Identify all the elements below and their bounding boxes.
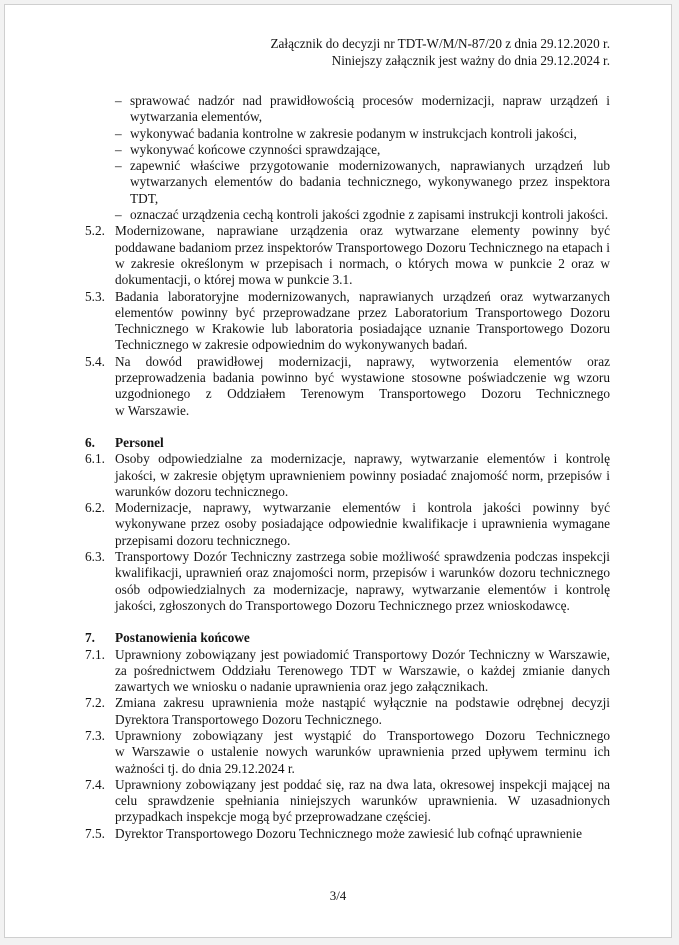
- item-text: Transportowy Dozór Techniczny zastrzega sobie możliwość sprawdzenia podczas inspekcji kwalifikacji, uprawnień oraz znajomości norm, przepisów i warunków dozoru technicznego osób odpowiedzialnych za modernizacje, naprawy, wytwarzanie elementów i kontrolę jakości, zgłoszonych do Transportowego Dozoru Technicznego przez wnioskodawcę.: [115, 549, 610, 613]
- bullet-text: zapewnić właściwe przygotowanie modernizowanych, naprawianych urządzeń lub wytwarzanych elementów do badania technicznego, wykonywanego przez inspektora TDT,: [130, 158, 610, 206]
- item-number: 6.2.: [85, 500, 105, 516]
- numbered-item: [85, 826, 610, 842]
- attachment-validity-line: Niniejszy załącznik jest ważny do dnia 29.12.2024 r.: [331, 53, 610, 68]
- bullet-text: oznaczać urządzenia cechą kontroli jakości zgodnie z zapisami instrukcji kontroli jakości.: [130, 207, 609, 223]
- item-text: Uprawniony zobowiązany jest powiadomić Transportowy Dozór Techniczny w Warszawie, za pośrednictwem Oddziału Terenowego TDT w Warszawie, o każdej zmianie danych zawartych we wniosku o nadanie uprawnienia oraz jego załącznikach.: [115, 646, 610, 695]
- numbered-item: [85, 500, 610, 549]
- item-number: 7.4.: [85, 776, 105, 792]
- numbered-item: [85, 647, 610, 696]
- bullet-dash-icon: –: [115, 93, 122, 108]
- numbered-item: [85, 354, 610, 419]
- numbered-item: [85, 223, 610, 288]
- item-number: 7.3.: [85, 727, 105, 743]
- page-number: 3/4: [329, 888, 347, 903]
- section-number: 6.: [85, 434, 95, 450]
- attachment-decision-line: Załącznik do decyzji nr TDT-W/M/N-87/20 z dnia 29.12.2020 r.: [270, 36, 610, 51]
- section-number: 7.: [85, 630, 95, 646]
- section-title: Personel: [115, 434, 164, 450]
- item-text: Na dowód prawidłowej modernizacji, naprawy, wytworzenia elementów oraz przeprowadzenia badania powinno być wystawione stosowne poświadczenie wg wzoru uzgodnionego z Oddziałem Terenowym Transportowego Dozoru Technicznego w Warszawie.: [115, 353, 610, 418]
- document-header: [5, 35, 671, 69]
- bullet-dash-icon: –: [115, 207, 122, 223]
- numbered-item: [85, 451, 610, 500]
- item-text: Zmiana zakresu uprawnienia może nastąpić wyłącznie na podstawie odrębnej decyzji Dyrektora Transportowego Dozoru Technicznego.: [115, 695, 610, 727]
- bullet-dash-icon: –: [115, 125, 122, 141]
- bullet-item: [85, 126, 610, 142]
- bullet-text: wykonywać badania kontrolne w zakresie podanym w instrukcjach kontroli jakości,: [130, 125, 577, 141]
- item-text: Osoby odpowiedzialne za modernizacje, naprawy, wytwarzanie elementów i kontrolę jakości, w zakresie objętym uprawnieniem powinny posiadać znajomość norm, przepisów i warunków dozoru technicznego.: [115, 451, 610, 499]
- numbered-item: [85, 695, 610, 728]
- section-title: Postanowienia końcowe: [115, 630, 250, 646]
- item-number: 7.2.: [85, 695, 105, 711]
- item-text: Dyrektor Transportowego Dozoru Technicznego może zawiesić lub cofnąć uprawnienie: [115, 825, 583, 841]
- bullet-dash-icon: –: [115, 141, 122, 157]
- item-number: 5.2.: [85, 223, 105, 239]
- section-heading: [85, 435, 610, 451]
- bullet-item: [85, 158, 610, 207]
- item-text: Modernizowane, naprawiane urządzenia oraz wytwarzane elementy powinny być poddawane badaniom przez inspektorów Transportowego Dozoru Technicznego na etapach i w zakresie określonym w przepisach i normach, o których mowa w punkcie 2 oraz w dokumentacji, o której mowa w punkcie 3.1.: [115, 223, 610, 288]
- bullet-item: [85, 93, 610, 126]
- item-text: Uprawniony zobowiązany jest wystąpić do Transportowego Dozoru Technicznego w Warszawie o ustalenie nowych warunków uprawnienia przed upływem terminu ich ważności tj. do dnia 29.12.2024 r.: [115, 727, 610, 776]
- bullet-item: [85, 207, 610, 223]
- numbered-item: [85, 549, 610, 614]
- item-number: 6.3.: [85, 549, 105, 565]
- numbered-item: [85, 728, 610, 777]
- numbered-item: [85, 289, 610, 354]
- item-number: 6.1.: [85, 451, 105, 467]
- document-page: [4, 4, 672, 938]
- item-number: 5.3.: [85, 288, 105, 304]
- section-heading: [85, 630, 610, 646]
- bullet-dash-icon: –: [115, 158, 122, 174]
- item-number: 5.4.: [85, 353, 105, 369]
- bullet-item: [85, 142, 610, 158]
- item-text: Modernizacje, naprawy, wytwarzanie elementów i kontrola jakości powinny być wykonywane przez osoby posiadające odpowiednie kwalifikacje i uprawnienia wymagane przepisami dozoru technicznego.: [115, 500, 610, 548]
- document-footer: [5, 888, 671, 904]
- bullet-text: sprawować nadzór nad prawidłowością procesów modernizacji, napraw urządzeń i wytwarzania elementów,: [130, 93, 610, 125]
- numbered-item: [85, 777, 610, 826]
- document-body: [85, 93, 610, 842]
- item-number: 7.5.: [85, 825, 105, 841]
- item-text: Uprawniony zobowiązany jest poddać się, raz na dwa lata, okresowej inspekcji mającej na celu sprawdzenie spełniania niniejszych warunków uprawnienia. W uzasadnionych przypadkach inspekcje mogą być przeprowadzane częściej.: [115, 776, 610, 825]
- item-text: Badania laboratoryjne modernizowanych, naprawianych urządzeń oraz wytwarzanych elementów powinny być przeprowadzane przez Laboratorium Transportowego Dozoru Technicznego w Krakowie lub laboratoria posiadające uznanie Transportowego Dozoru Technicznego w zakresie odpowiednim do wykonywanych badań.: [115, 288, 610, 353]
- bullet-text: wykonywać końcowe czynności sprawdzające,: [130, 141, 381, 157]
- item-number: 7.1.: [85, 646, 105, 662]
